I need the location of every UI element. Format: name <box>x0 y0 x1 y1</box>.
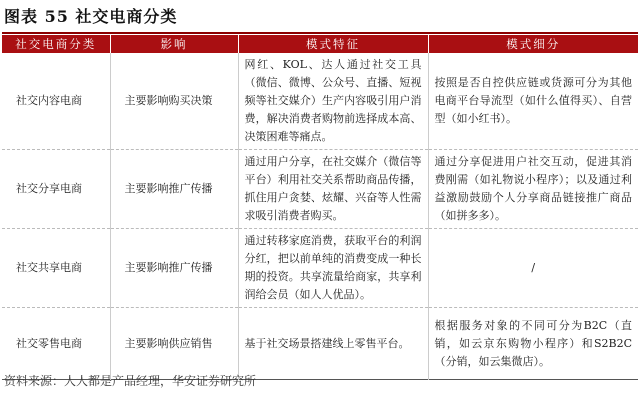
source-note: 资料来源：人人都是产品经理，华安证券研究所 <box>4 374 257 388</box>
header-detail: 模式细分 <box>428 35 638 53</box>
row-type: 社交分享电商 <box>2 150 110 229</box>
table-row <box>2 308 638 380</box>
row-detail: / <box>531 261 536 274</box>
row-impact: 主要影响推广传播 <box>110 150 238 229</box>
table-row <box>2 229 638 308</box>
row-detail: 根据服务对象的不同可分为B2C（直销，如云京东购物小程序）和S2B2C（分销，如云集微店）。 <box>434 318 632 368</box>
row-feature: 网红、KOL、达人通过社交工具（微信、微博、公众号、直播、短视频等社交媒介）生产内容吸引用户消费，解决消费者购物前选择成本高、决策困难等痛点。 <box>238 53 428 150</box>
row-type: 社交零售电商 <box>2 308 110 380</box>
row-type: 社交共享电商 <box>2 229 110 308</box>
header-impact: 影响 <box>110 35 238 53</box>
header-type: 社交电商分类 <box>2 35 110 53</box>
title-divider <box>2 32 638 34</box>
classification-table <box>2 35 638 380</box>
row-type: 社交内容电商 <box>2 53 110 150</box>
row-detail: 按照是否自控供应链或货源可分为其他电商平台导流型（如什么值得买）、自营型（如小红书）。 <box>434 76 632 125</box>
row-feature: 通过转移家庭消费，获取平台的利润分红，把以前单纯的消费变成一种长期的投资。共享流量给商家，共享利润给会员（如人人优品）。 <box>238 229 428 308</box>
row-feature: 基于社交场景搭建线上零售平台。 <box>238 308 428 380</box>
table-row <box>2 53 638 150</box>
row-detail: 通过分享促进用户社交互动，促进其消费刚需（如礼物说小程序）；以及通过利益激励鼓励个人分享商品链接推广商品（如拼多多）。 <box>434 155 632 222</box>
figure-title: 图表 55 社交电商分类 <box>4 7 178 26</box>
row-impact: 主要影响供应销售 <box>110 308 238 380</box>
table-row <box>2 150 638 229</box>
row-impact: 主要影响购买决策 <box>110 53 238 150</box>
table-header-row <box>2 35 638 53</box>
row-impact: 主要影响推广传播 <box>110 229 238 308</box>
header-feature: 模式特征 <box>238 35 428 53</box>
row-feature: 通过用户分享，在社交媒介（微信等平台）利用社交关系帮助商品传播，抓住用户贪婪、炫耀、兴奋等人性需求吸引消费者购买。 <box>238 150 428 229</box>
